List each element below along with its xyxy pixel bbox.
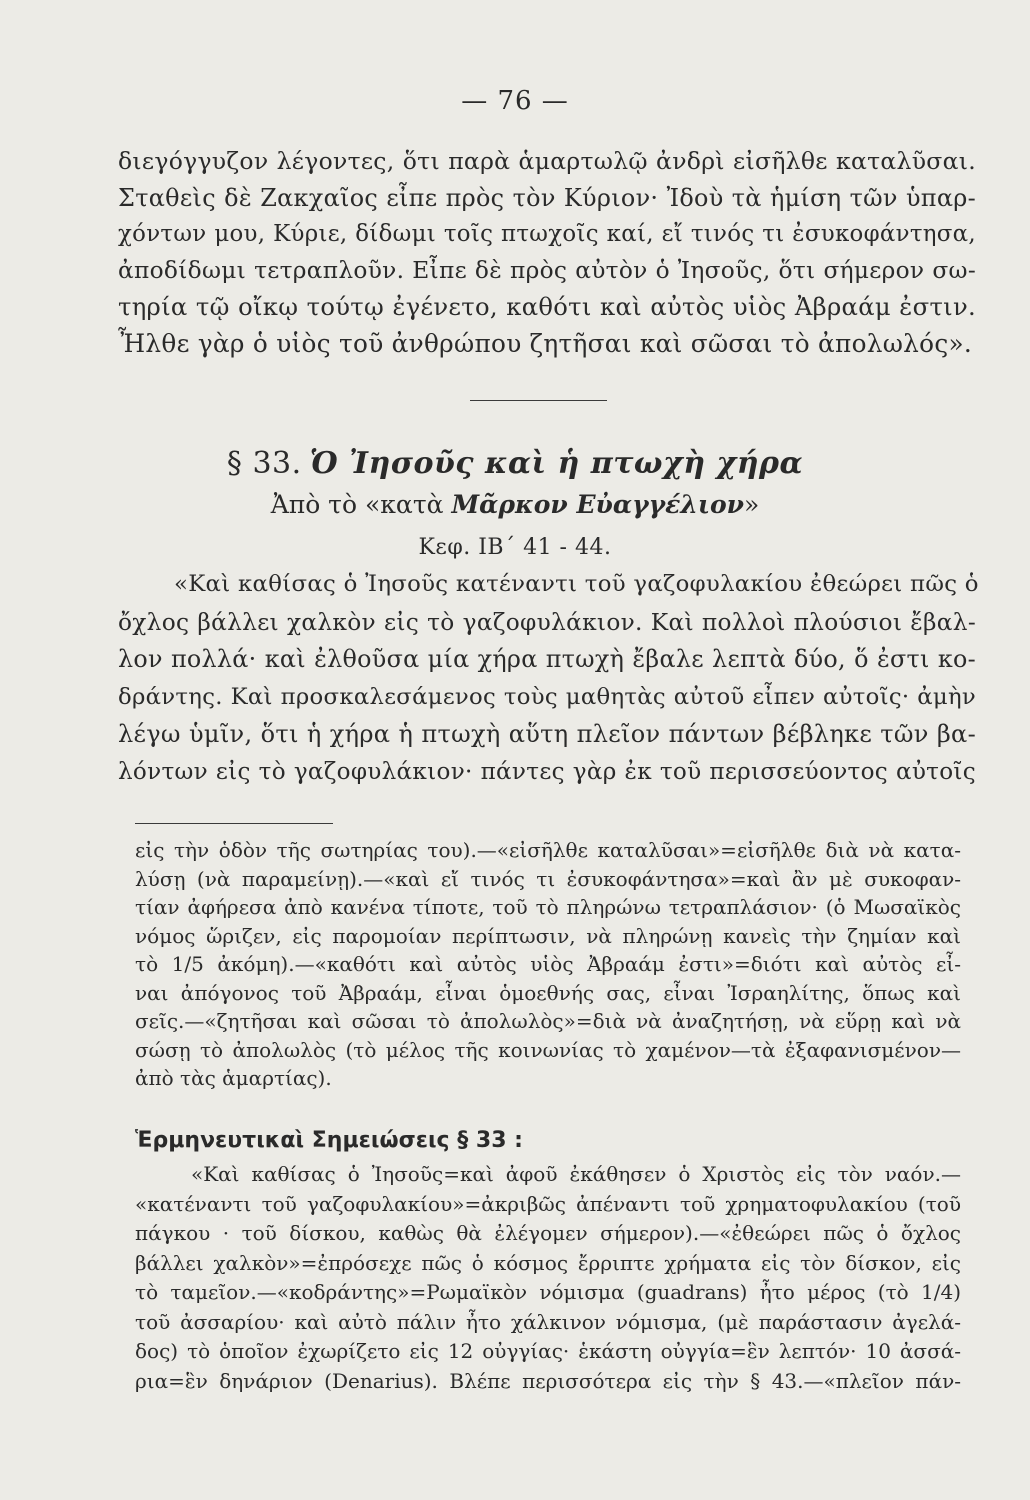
text-line: Ἦλθε γὰρ ὁ υἱὸς τοῦ ἀνθρώπου ζητῆσαι καὶ σῶσαι τὸ ἀπολωλός». (118, 328, 973, 358)
text-line: τηρία τῷ οἴκῳ τούτῳ ἐγένετο, καθότι καὶ αὐτὸς υἱὸς Ἀβραάμ ἐστιν. (118, 292, 976, 321)
text-line: Σταθεὶς δὲ Ζακχαῖος εἶπε πρὸς τὸν Κύριον· Ἰδοὺ τὰ ἡμίση τῶν ὑπαρ- (118, 183, 976, 212)
notes-body (135, 1160, 961, 1396)
section-source (0, 490, 1030, 519)
note-line: «κατέναντι τοῦ γαζοφυλακίου»=ἀκριβῶς ἀπέναντι τοῦ χρηματοφυλακίου (τοῦ (135, 1191, 961, 1216)
note-line: τὸ ταμεῖον.—«κοδράντης»=Ρωμαϊκὸν νόμισμα (guadrans) ἦτο μέρος (τὸ 1/4) (135, 1280, 961, 1304)
text-line: ἀποδίδωμι τετραπλοῦν. Εἶπε δὲ πρὸς αὐτὸν ὁ Ἰησοῦς, ὅτι σήμερον σω- (118, 256, 976, 284)
footnotes (135, 836, 961, 1093)
text-line: διεγόγγυζον λέγοντες, ὅτι παρὰ ἁμαρτωλῷ ἀνδρὶ εἰσῆλθε καταλῦσαι. (118, 147, 976, 175)
text-line: λόντων εἰς τὸ γαζοφυλάκιον· πάντες γὰρ ἐκ τοῦ περισσεύοντος αὐτοῖς (118, 758, 976, 785)
footnote-line: νόμος ὥριζεν, εἰς παρομοίαν περίπτωσιν, νὰ πληρώνῃ κανεὶς τὴν ζημίαν καὶ (135, 923, 961, 948)
scripture-passage (118, 566, 979, 791)
body-text-top (118, 143, 976, 362)
section-heading (0, 446, 1030, 481)
footnote-line: τίαν ἀφήρεσα ἀπὸ κανένα τίποτε, τοῦ τὸ πληρώνω τετραπλάσιον· (ὁ Μωσαϊκὸς (135, 895, 961, 919)
note-line: δος) τὸ ὁποῖον ἐχωρίζετο εἰς 12 οὐγγίας· ἑκάστη οὐγγία=ἓν λεπτόν· 10 ἀσσά- (135, 1339, 961, 1363)
source-prefix: Ἀπὸ τὸ «κατὰ (270, 490, 444, 519)
footnote-line: λύσῃ (νὰ παραμείνῃ).—«καὶ εἴ τινός τι ἐσυκοφάντησα»=καὶ ἂν μὲ συκοφαν- (135, 866, 961, 891)
page-number: — 76 — (461, 86, 569, 116)
note-line: πάγκου · τοῦ δίσκου, καθὼς θὰ ἐλέγομεν σήμερον).—«ἐθεώρει πῶς ὁ ὄχλος (135, 1221, 961, 1245)
section-number: § 33. (226, 446, 302, 481)
section-title: Ὁ Ἰησοῦς καὶ ἡ πτωχὴ χήρα (309, 446, 804, 481)
footnote-line: τὸ 1/5 ἀκόμη).—«καθότι καὶ αὐτὸς υἱὸς Ἀβραάμ ἐστι»=διότι καὶ αὐτὸς εἶ- (135, 952, 961, 976)
text-line: ὄχλος βάλλει χαλκὸν εἰς τὸ γαζοφυλάκιον. Καὶ πολλοὶ πλούσιοι ἔβαλ- (118, 608, 976, 636)
footnote-line: σεῖς.—«ζητῆσαι καὶ σῶσαι τὸ ἀπολωλὸς»=διὰ νὰ ἀναζητήσῃ, νὰ εὕρῃ καὶ νὰ (135, 1009, 961, 1033)
note-line: βάλλει χαλκὸν»=ἐπρόσεχε πῶς ὁ κόσμος ἔρριπτε χρήματα εἰς τὸν δίσκον, εἰς (135, 1250, 961, 1275)
footnote-line: σώσῃ τὸ ἀπολωλὸς (τὸ μέλος τῆς κοινωνίας τὸ χαμένον—τὰ ἐξαφανισμένον— (135, 1037, 961, 1062)
section-divider (470, 400, 607, 401)
text-line: χόντων μου, Κύριε, δίδωμι τοῖς πτωχοῖς καί, εἴ τινός τι ἐσυκοφάντησα, (118, 221, 976, 247)
text-line: λον πολλά· καὶ ἐλθοῦσα μία χήρα πτωχὴ ἔβαλε λεπτὰ δύο, ὅ ἐστι κο- (118, 645, 976, 673)
text-line: «Καὶ καθίσας ὁ Ἰησοῦς κατέναντι τοῦ γαζοφυλακίου ἐθεώρει πῶς ὁ (174, 571, 979, 597)
text-line: δράντης. Καὶ προσκαλεσάμενος τοὺς μαθητὰς αὐτοῦ εἶπεν αὐτοῖς· ἀμὴν (118, 683, 976, 710)
footnote-line: ναι ἀπόγονος τοῦ Ἀβραάμ, εἶναι ὁμοεθνής σας, εἶναι Ἰσραηλίτης, ὅπως καὶ (135, 980, 961, 1005)
footnote-line: εἰς τὴν ὁδὸν τῆς σωτηρίας του).—«εἰσῆλθε καταλῦσαι»=εἰσῆλθε διὰ νὰ κατα- (135, 838, 961, 862)
source-suffix: » (743, 490, 760, 519)
note-line: ρια=ἓν δηνάριον (Denarius). Βλέπε περισσότερα εἰς τὴν § 43.—«πλεῖον πάν- (135, 1368, 961, 1393)
notes-heading: Ἑρμηνευτικαὶ Σημειώσεις § 33 : (135, 1128, 523, 1153)
note-line: τοῦ ἀσσαρίου· καὶ αὐτὸ πάλιν ἦτο χάλκινον νόμισμα, (μὲ παράστασιν ἀγελά- (135, 1309, 961, 1334)
note-line: «Καὶ καθίσας ὁ Ἰησοῦς=καὶ ἀφοῦ ἐκάθησεν ὁ Χριστὸς εἰς τὸν ναόν.— (191, 1162, 961, 1186)
source-gospel: Μᾶρκον Εὐαγγέλιον (451, 490, 744, 519)
chapter-reference: Κεφ. ΙΒ΄ 41 - 44. (418, 535, 612, 560)
text-line: λέγω ὑμῖν, ὅτι ἡ χήρα ἡ πτωχὴ αὕτη πλεῖον πάντων βέβληκε τῶν βα- (118, 720, 976, 748)
footnote-divider (135, 823, 333, 824)
footnote-line: ἀπὸ τὰς ἁμαρτίας). (135, 1066, 332, 1090)
